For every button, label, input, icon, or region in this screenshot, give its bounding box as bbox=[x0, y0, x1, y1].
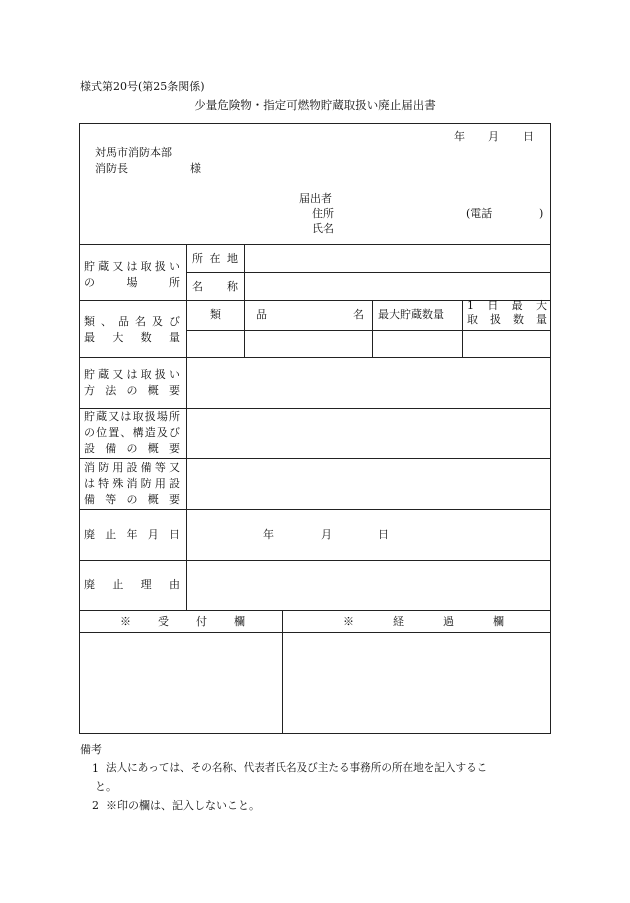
place-label-line1: 貯蔵又は取扱い bbox=[84, 260, 180, 273]
place-label-line2: の 場 所 bbox=[84, 276, 180, 289]
note-2-number: 2 bbox=[92, 799, 99, 812]
row-divider bbox=[79, 244, 551, 245]
column-class: 類 bbox=[210, 308, 221, 321]
form-number: 様式第20号(第25条関係) bbox=[80, 80, 205, 93]
abolition-month: 月 bbox=[321, 528, 332, 541]
progress-column-header: ※ 経 過 欄 bbox=[343, 615, 518, 628]
notes-heading: 備考 bbox=[80, 743, 102, 756]
phone-close: ) bbox=[539, 207, 544, 220]
items-label bbox=[84, 314, 180, 346]
note-1-text-continued: と。 bbox=[95, 780, 117, 793]
abolition-date-label: 廃止年月日 bbox=[84, 528, 180, 541]
page-title: 少量危険物・指定可燃物貯蔵取扱い廃止届出書 bbox=[194, 98, 436, 112]
fire-equipment-value-cell[interactable] bbox=[187, 459, 549, 508]
facility-value-cell[interactable] bbox=[187, 409, 549, 457]
abolition-reason-label: 廃止理由 bbox=[84, 578, 180, 591]
date-month: 月 bbox=[488, 130, 499, 143]
note-2-text: ※印の欄は、記入しないこと。 bbox=[106, 799, 260, 812]
name-label: 氏名 bbox=[312, 222, 334, 235]
row-divider bbox=[79, 509, 551, 510]
recipient-honorific: 様 bbox=[190, 162, 201, 175]
phone-label: (電話 bbox=[466, 207, 493, 220]
items-label-line2: 最大数量 bbox=[84, 331, 180, 344]
recipient-org: 対馬市消防本部 bbox=[95, 146, 172, 159]
date-year: 年 bbox=[454, 130, 465, 143]
note-1-number: 1 bbox=[92, 762, 99, 775]
place-name-label: 名 称 bbox=[192, 280, 238, 293]
method-value-cell[interactable] bbox=[187, 358, 549, 407]
reception-column-header: ※ 受 付 欄 bbox=[120, 615, 253, 628]
abolition-reason-value-cell[interactable] bbox=[187, 561, 549, 609]
address-label: 住所 bbox=[312, 207, 334, 220]
abolition-day: 日 bbox=[378, 528, 389, 541]
row-divider bbox=[79, 610, 551, 611]
location-label: 所在地 bbox=[192, 252, 238, 265]
product-value-cell[interactable] bbox=[245, 331, 371, 356]
abolition-year: 年 bbox=[263, 528, 274, 541]
facility-label: 貯蔵又は取扱場所 の位置、構造及び 設備の概要 bbox=[84, 410, 180, 455]
place-label bbox=[84, 259, 180, 291]
column-daily-max: 1日最大 取扱数量 bbox=[467, 299, 547, 326]
items-label-line1: 類、品名及び bbox=[84, 315, 180, 328]
date-day: 日 bbox=[523, 130, 534, 143]
column-product-b: 名 bbox=[353, 308, 364, 321]
fire-equipment-label: 消防用設備等又 は特殊消防用設 備等の概要 bbox=[84, 461, 180, 506]
progress-box bbox=[283, 633, 550, 733]
row-divider bbox=[186, 272, 551, 273]
class-value-cell[interactable] bbox=[187, 331, 243, 356]
daily-max-value-cell[interactable] bbox=[463, 331, 549, 356]
recipient-title: 消防長 bbox=[95, 162, 128, 175]
max-storage-value-cell[interactable] bbox=[373, 331, 461, 356]
reception-box bbox=[80, 633, 281, 733]
notifier-label: 届出者 bbox=[299, 192, 332, 205]
note-1-text: 法人にあっては、その名称、代表者氏名及び主たる事務所の所在地を記入するこ bbox=[106, 762, 488, 774]
column-max-storage: 最大貯蔵数量 bbox=[378, 308, 444, 321]
method-label: 貯蔵又は取扱い 方法の概要 bbox=[84, 368, 180, 397]
column-product-a: 品 bbox=[256, 308, 267, 321]
